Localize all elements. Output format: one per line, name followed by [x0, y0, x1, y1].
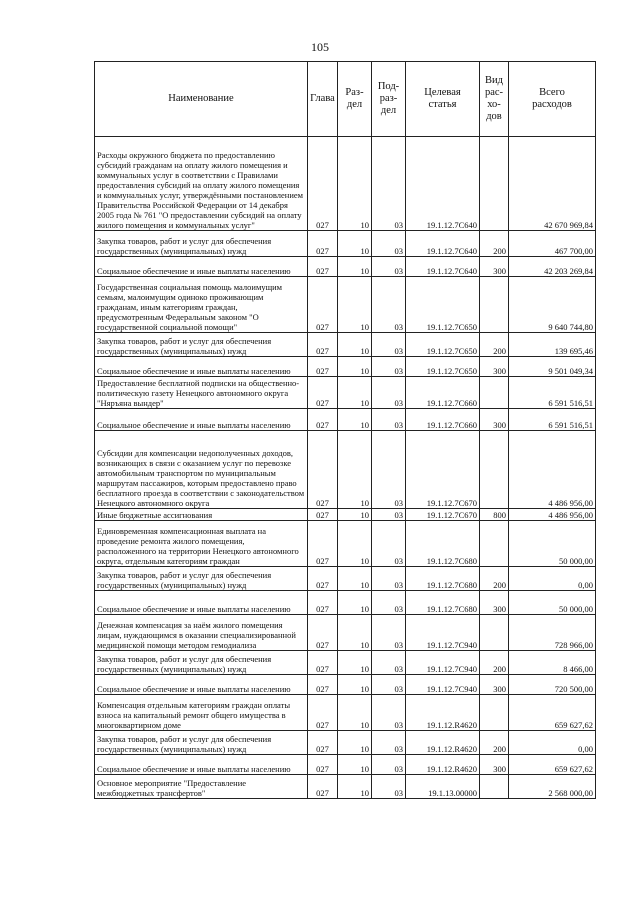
row-total: 0,00: [509, 567, 596, 591]
row-chapter: 027: [308, 615, 338, 651]
row-name: Основное мероприятие "Предоставление межбюджетных трансфертов": [95, 775, 308, 799]
row-section: 10: [338, 675, 372, 695]
row-chapter: 027: [308, 521, 338, 567]
table-row: [95, 695, 596, 731]
row-expense-type: 200: [480, 651, 509, 675]
row-target: 19.1.12.R4620: [406, 731, 480, 755]
row-chapter: 027: [308, 409, 338, 431]
row-target: 19.1.12.7С650: [406, 333, 480, 357]
row-section: 10: [338, 409, 372, 431]
row-total: 9 501 049,34: [509, 357, 596, 377]
row-target: 19.1.12.7С940: [406, 615, 480, 651]
table-row: [95, 277, 596, 333]
row-total: 4 486 956,00: [509, 509, 596, 521]
table-row: [95, 431, 596, 509]
row-total: 42 203 269,84: [509, 257, 596, 277]
row-section: 10: [338, 731, 372, 755]
row-expense-type: [480, 277, 509, 333]
row-section: 10: [338, 431, 372, 509]
row-chapter: 027: [308, 257, 338, 277]
row-subsection: 03: [372, 695, 406, 731]
row-total: 42 670 969,84: [509, 137, 596, 231]
row-subsection: 03: [372, 591, 406, 615]
row-subsection: 03: [372, 567, 406, 591]
row-name: Социальное обеспечение и иные выплаты населению: [95, 591, 308, 615]
row-name: Закупка товаров, работ и услуг для обеспечения государственных (муниципальных) нужд: [95, 651, 308, 675]
row-total: 659 627,62: [509, 695, 596, 731]
row-target: 19.1.12.7С650: [406, 357, 480, 377]
row-chapter: 027: [308, 277, 338, 333]
row-target: 19.1.12.7С680: [406, 591, 480, 615]
table-header-row: [95, 62, 596, 137]
table-row: [95, 775, 596, 799]
table-row: [95, 731, 596, 755]
row-chapter: 027: [308, 377, 338, 409]
row-section: 10: [338, 333, 372, 357]
row-chapter: 027: [308, 333, 338, 357]
table-row: [95, 333, 596, 357]
row-section: 10: [338, 231, 372, 257]
row-subsection: 03: [372, 431, 406, 509]
row-chapter: 027: [308, 731, 338, 755]
row-expense-type: 200: [480, 231, 509, 257]
row-name: Социальное обеспечение и иные выплаты населению: [95, 675, 308, 695]
row-section: 10: [338, 695, 372, 731]
row-total: 50 000,00: [509, 521, 596, 567]
row-expense-type: [480, 615, 509, 651]
row-name: Денежная компенсация за наём жилого помещения лицам, нуждающимся в оказании специализированной медицинской помощи методом гемодиализа: [95, 615, 308, 651]
table-row: [95, 651, 596, 675]
row-chapter: 027: [308, 675, 338, 695]
row-subsection: 03: [372, 409, 406, 431]
table-row: [95, 521, 596, 567]
header-name: Наименование: [95, 62, 308, 137]
row-name: Предоставление бесплатной подписки на общественно-политическую газету Ненецкого автономного округа "Няръяна вындер": [95, 377, 308, 409]
table-row: [95, 231, 596, 257]
row-section: 10: [338, 615, 372, 651]
row-section: 10: [338, 137, 372, 231]
row-subsection: 03: [372, 257, 406, 277]
row-expense-type: [480, 431, 509, 509]
row-expense-type: [480, 521, 509, 567]
table-row: [95, 357, 596, 377]
row-subsection: 03: [372, 755, 406, 775]
row-total: 6 591 516,51: [509, 409, 596, 431]
row-name: Государственная социальная помощь малоимущим семьям, малоимущим одиноко проживающим гражданам, иным категориям граждан, предусмотренным Федеральным законом "О государственной социальной помощи": [95, 277, 308, 333]
table-row: [95, 591, 596, 615]
row-total: 728 966,00: [509, 615, 596, 651]
row-name: Социальное обеспечение и иные выплаты населению: [95, 357, 308, 377]
row-subsection: 03: [372, 651, 406, 675]
row-subsection: 03: [372, 357, 406, 377]
row-subsection: 03: [372, 521, 406, 567]
row-expense-type: [480, 775, 509, 799]
header-section: Раз- дел: [338, 62, 372, 137]
row-chapter: 027: [308, 695, 338, 731]
table-row: [95, 755, 596, 775]
row-total: 139 695,46: [509, 333, 596, 357]
row-subsection: 03: [372, 137, 406, 231]
row-chapter: 027: [308, 591, 338, 615]
table-row: [95, 675, 596, 695]
row-chapter: 027: [308, 137, 338, 231]
row-chapter: 027: [308, 567, 338, 591]
row-section: 10: [338, 567, 372, 591]
row-target: 19.1.12.7С680: [406, 567, 480, 591]
row-section: 10: [338, 509, 372, 521]
row-target: 19.1.12.7С660: [406, 409, 480, 431]
row-target: 19.1.12.7С660: [406, 377, 480, 409]
row-subsection: 03: [372, 377, 406, 409]
row-expense-type: 200: [480, 567, 509, 591]
row-name: Социальное обеспечение и иные выплаты населению: [95, 409, 308, 431]
row-expense-type: 800: [480, 509, 509, 521]
header-target: Целевая статья: [406, 62, 480, 137]
row-name: Единовременная компенсационная выплата на проведение ремонта жилого помещения, расположенного на территории Ненецкого автономного округа, отдельным категориям граждан: [95, 521, 308, 567]
row-expense-type: [480, 377, 509, 409]
row-expense-type: 300: [480, 409, 509, 431]
row-total: 6 591 516,51: [509, 377, 596, 409]
table-row: [95, 509, 596, 521]
table-row: [95, 257, 596, 277]
row-section: 10: [338, 591, 372, 615]
row-target: 19.1.12.7С670: [406, 509, 480, 521]
row-expense-type: [480, 695, 509, 731]
row-name: Расходы окружного бюджета по предоставлению субсидий гражданам на оплату жилого помещения и коммунальных услуг в соответствии с Правилами предоставления субсидий на оплату жилого помещения и коммунальных услуг, утверждёнными постановлением Правительства Российской Федерации от 14 декабря 2005 года № 761 "О предоставлении субсидий на оплату жилого помещения и коммунальных услуг": [95, 137, 308, 231]
row-subsection: 03: [372, 333, 406, 357]
row-target: 19.1.12.7С640: [406, 257, 480, 277]
row-target: 19.1.12.7С940: [406, 675, 480, 695]
row-name: Социальное обеспечение и иные выплаты населению: [95, 755, 308, 775]
table-row: [95, 377, 596, 409]
row-chapter: 027: [308, 231, 338, 257]
row-subsection: 03: [372, 615, 406, 651]
row-section: 10: [338, 357, 372, 377]
row-section: 10: [338, 775, 372, 799]
row-name: Закупка товаров, работ и услуг для обеспечения государственных (муниципальных) нужд: [95, 231, 308, 257]
row-total: 50 000,00: [509, 591, 596, 615]
row-target: 19.1.12.7С940: [406, 651, 480, 675]
row-section: 10: [338, 377, 372, 409]
row-target: 19.1.12.R4620: [406, 755, 480, 775]
row-total: 8 466,00: [509, 651, 596, 675]
header-total: Всего расходов: [509, 62, 596, 137]
row-name: Закупка товаров, работ и услуг для обеспечения государственных (муниципальных) нужд: [95, 567, 308, 591]
row-expense-type: 200: [480, 731, 509, 755]
header-subsection: Под- раз- дел: [372, 62, 406, 137]
table-row: [95, 137, 596, 231]
row-subsection: 03: [372, 277, 406, 333]
row-expense-type: 300: [480, 591, 509, 615]
header-expense-type: Вид рас- хо- дов: [480, 62, 509, 137]
row-name: Субсидии для компенсации недополученных доходов, возникающих в связи с оказанием услуг по перевозке автомобильным транспортом по муниципальным маршрутам пассажиров, которым предоставлено право бесплатного проезда в соответствии с законодательством Ненецкого автономного округа: [95, 431, 308, 509]
row-total: 0,00: [509, 731, 596, 755]
row-section: 10: [338, 277, 372, 333]
row-name: Закупка товаров, работ и услуг для обеспечения государственных (муниципальных) нужд: [95, 731, 308, 755]
row-total: 4 486 956,00: [509, 431, 596, 509]
row-total: 720 500,00: [509, 675, 596, 695]
row-expense-type: 200: [480, 333, 509, 357]
row-name: Закупка товаров, работ и услуг для обеспечения государственных (муниципальных) нужд: [95, 333, 308, 357]
row-total: 2 568 000,00: [509, 775, 596, 799]
budget-table: [94, 61, 596, 799]
row-section: 10: [338, 755, 372, 775]
row-chapter: 027: [308, 357, 338, 377]
row-target: 19.1.12.R4620: [406, 695, 480, 731]
row-section: 10: [338, 651, 372, 675]
row-total: 467 700,00: [509, 231, 596, 257]
row-target: 19.1.12.7С680: [406, 521, 480, 567]
table-row: [95, 615, 596, 651]
row-subsection: 03: [372, 731, 406, 755]
row-subsection: 03: [372, 675, 406, 695]
row-section: 10: [338, 521, 372, 567]
row-chapter: 027: [308, 651, 338, 675]
row-subsection: 03: [372, 775, 406, 799]
row-expense-type: [480, 137, 509, 231]
row-target: 19.1.13.00000: [406, 775, 480, 799]
row-expense-type: 300: [480, 357, 509, 377]
row-section: 10: [338, 257, 372, 277]
row-expense-type: 300: [480, 755, 509, 775]
row-subsection: 03: [372, 509, 406, 521]
row-chapter: 027: [308, 431, 338, 509]
row-chapter: 027: [308, 509, 338, 521]
row-target: 19.1.12.7С640: [406, 231, 480, 257]
row-total: 9 640 744,80: [509, 277, 596, 333]
row-name: Иные бюджетные ассигнования: [95, 509, 308, 521]
row-expense-type: 300: [480, 257, 509, 277]
row-total: 659 627,62: [509, 755, 596, 775]
row-target: 19.1.12.7С640: [406, 137, 480, 231]
table-row: [95, 409, 596, 431]
row-subsection: 03: [372, 231, 406, 257]
row-name: Социальное обеспечение и иные выплаты населению: [95, 257, 308, 277]
row-expense-type: 300: [480, 675, 509, 695]
page-number: 105: [311, 40, 329, 54]
row-chapter: 027: [308, 755, 338, 775]
row-name: Компенсация отдельным категориям граждан оплаты взноса на капитальный ремонт общего имущества в многоквартирном доме: [95, 695, 308, 731]
row-target: 19.1.12.7С670: [406, 431, 480, 509]
header-chapter: Глава: [308, 62, 338, 137]
row-chapter: 027: [308, 775, 338, 799]
row-target: 19.1.12.7С650: [406, 277, 480, 333]
table-row: [95, 567, 596, 591]
